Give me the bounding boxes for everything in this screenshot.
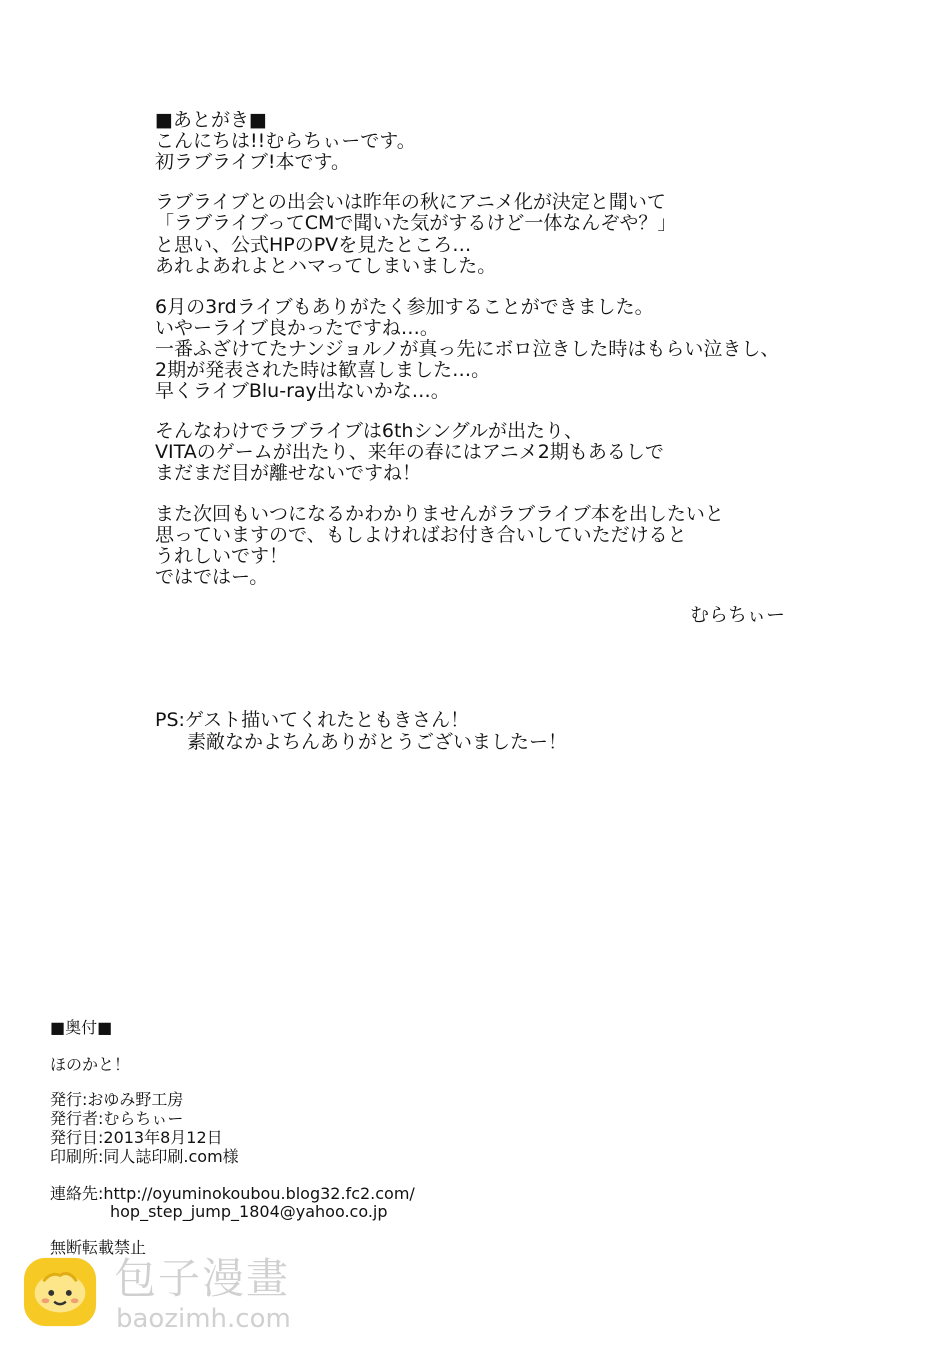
afterword-line: 6月の3rdライブもありがたく参加することができました。 xyxy=(155,296,654,318)
afterword-line: あれよあれよとハマってしまいました。 xyxy=(155,255,497,277)
afterword-line: 一番ふざけてたナンジョルノが真っ先にボロ泣きした時はもらい泣きし、 xyxy=(155,338,780,360)
afterword-heading: ■あとがき■ xyxy=(155,109,267,131)
printer-line: 印刷所:同人誌印刷.com様 xyxy=(50,1147,239,1166)
afterword-line: うれしいです！ xyxy=(155,545,289,567)
watermark-url: baozimh.com xyxy=(116,1304,291,1334)
afterword-line: また次回もいつになるかわかりませんがラブライブ本を出したいと xyxy=(155,503,724,525)
author-signature: むらちぃー xyxy=(690,604,786,626)
afterword-line: いやーライブ良かったですね…。 xyxy=(155,317,439,339)
afterword-line: と思い、公式HPのPVを見たところ… xyxy=(155,234,472,256)
site-watermark xyxy=(22,1252,342,1342)
watermark-title: 包子漫畫 xyxy=(114,1254,291,1303)
colophon-heading: ■奥付■ xyxy=(50,1018,113,1037)
colophon-section xyxy=(0,1010,927,1260)
afterword-line: 早くライブBlu-ray出ないかな…。 xyxy=(155,380,450,402)
afterword-line: 思っていますので、もしよければお付き合いしていただけると xyxy=(155,524,687,546)
afterword-line: ラブライブとの出会いは昨年の秋にアニメ化が決定と聞いて xyxy=(155,191,666,213)
afterword-line: 「ラブライブってCMで聞いた気がするけど一体なんぞや？」 xyxy=(155,212,677,234)
postscript-line: PS:ゲスト描いてくれたともきさん！ xyxy=(155,709,470,731)
contact-url-line: 連絡先:http://oyuminokoubou.blog32.fc2.com/ xyxy=(50,1184,415,1203)
afterword-line: ではではー。 xyxy=(155,566,269,588)
afterword-line: まだまだ目が離せないですね！ xyxy=(155,462,422,484)
publisher-line: 発行:おゆみ野工房 xyxy=(50,1090,184,1109)
afterword-line: そんなわけでラブライブは6thシングルが出たり、 xyxy=(155,420,584,442)
publisher-person-line: 発行者:むらちぃー xyxy=(50,1109,184,1128)
afterword-line: VITAのゲームが出たり、来年の春にはアニメ2期もあるしで xyxy=(155,441,664,463)
book-title: ほのかと！ xyxy=(50,1055,131,1074)
afterword-line: 2期が発表された時は歓喜しました…。 xyxy=(155,359,491,381)
contact-email-line: hop_step_jump_1804@yahoo.co.jp xyxy=(110,1202,388,1221)
postscript-line: 素敵なかよちんありがとうございましたー！ xyxy=(187,731,568,753)
no-reprint-notice: 無断転載禁止 xyxy=(50,1238,147,1257)
publish-date-line: 発行日:2013年8月12日 xyxy=(50,1128,223,1147)
afterword-line: 初ラブライブ!本です。 xyxy=(155,151,350,173)
bun-mascot-icon xyxy=(22,1252,100,1330)
afterword-line: こんにちは!!むらちぃーです。 xyxy=(155,130,416,152)
